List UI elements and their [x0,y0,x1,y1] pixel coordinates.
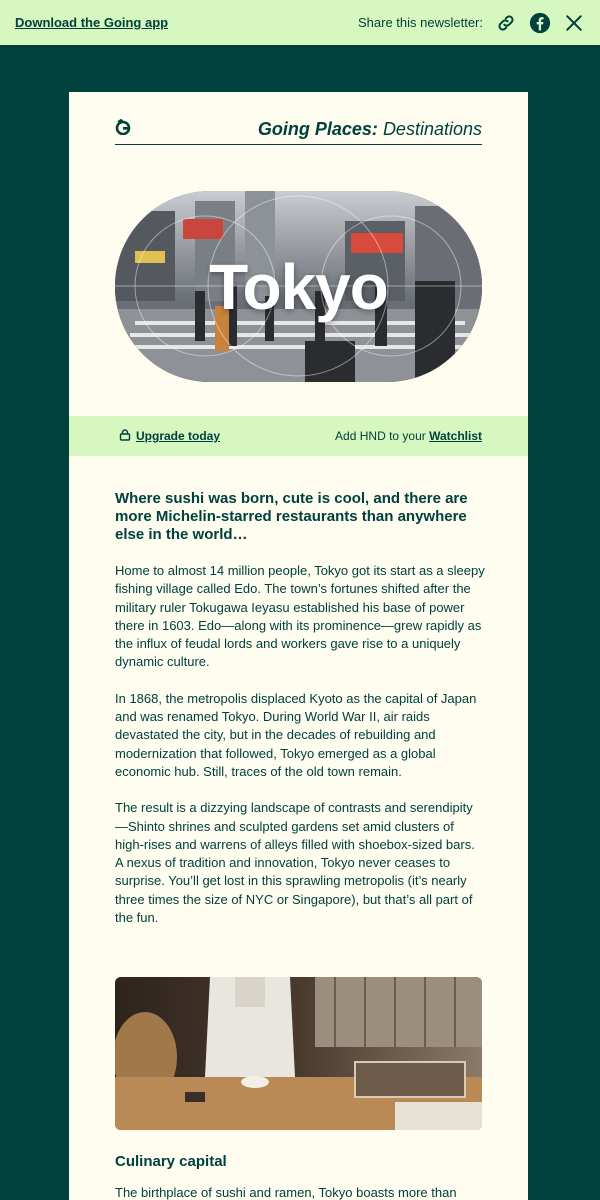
share-area [358,12,585,34]
watchlist-link[interactable]: Watchlist [429,429,482,443]
share-label: Share this newsletter: [357,15,483,30]
watchlist-prefix: Add HND to your [335,429,426,443]
article-lede: Where sushi was born, cute is cool, and there are more Michelin-starred restaurants than anywhere else in the world… [115,490,468,543]
upgrade-group [119,429,220,444]
article-paragraph: The result is a dizzying landscape of contrasts and serendipity—Shinto shrines and sculpted gardens set amid clusters of high-rises and warrens of alleys filled with shoebox-sized bars. A nexus of tradition and innovation, Tokyo never ceases to surprise. You’ll get lost in this sprawling metropolis (it’s nearly three times the size of NYC or Singapore), but that’s all part of the fun. [115,800,475,926]
article-body [115,490,485,945]
facebook-icon[interactable] [529,12,551,34]
chef-photo [115,977,482,1130]
section-heading: Culinary capital [115,1153,227,1170]
masthead-title-rest: Destinations [382,118,482,139]
chef-photo-illustration [115,977,482,1130]
upgrade-link[interactable]: Upgrade today [136,429,221,443]
link-icon[interactable] [495,12,517,34]
hero-image [115,191,482,382]
lock-icon [119,429,131,444]
section-paragraph: The birthplace of sushi and ramen, Tokyo boasts more than [115,1185,457,1200]
download-app-link[interactable]: Download the Going app [15,15,169,30]
going-logo-icon[interactable] [115,119,131,140]
masthead-title [258,119,482,140]
x-icon[interactable] [563,12,585,34]
newsletter-card [69,92,528,1200]
hero-title: Tokyo [209,250,388,323]
watchlist-group [335,429,482,443]
masthead-title-bold: Going Places: [257,118,378,139]
upgrade-bar [69,416,528,456]
article-paragraph: In 1868, the metropolis displaced Kyoto as the capital of Japan and was renamed Tokyo. During World War II, air raids devastated the city, but in the decades of rebuilding and modernization that followed, Tokyo emerged as a global economic hub. Still, traces of the old town remain. [115,690,477,779]
article-paragraph: Home to almost 14 million people, Tokyo got its start as a sleepy fishing village called Edo. The town’s fortunes shifted after the military ruler Tokugawa Ieyasu established his base of power there in 1603. Edo—along with its prominence—grew rapidly as the influx of feudal lords and workers gave rise to a uniquely dynamic culture. [115,563,485,670]
masthead [115,114,482,145]
top-bar [0,0,600,45]
